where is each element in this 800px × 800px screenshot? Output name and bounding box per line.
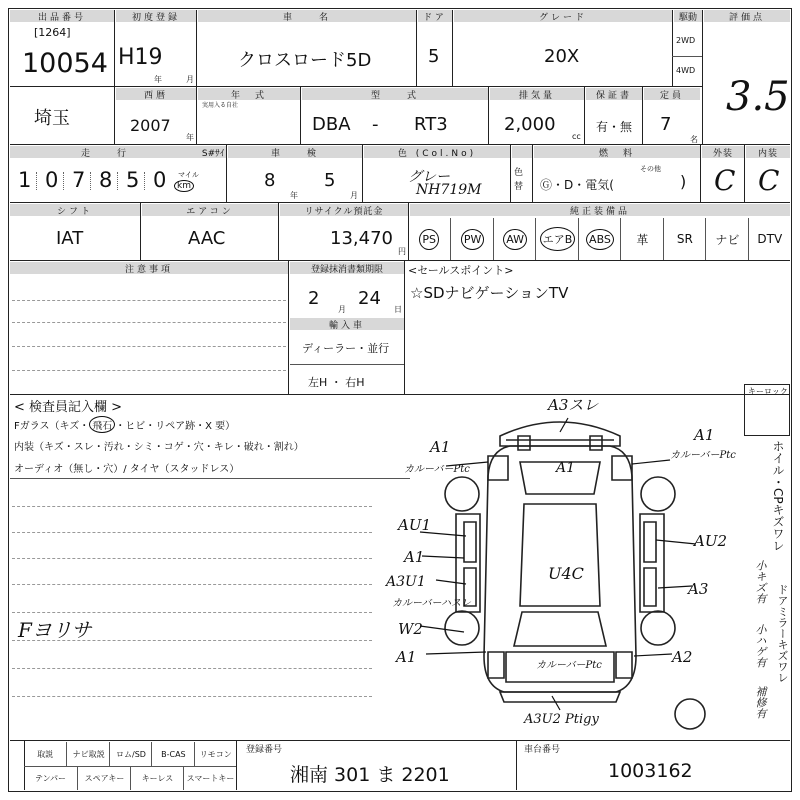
fuel-other: その他 xyxy=(640,165,661,173)
grade-label: グレード xyxy=(454,10,672,22)
caution-label: 注意事項 xyxy=(10,262,288,274)
equipment-cell xyxy=(620,218,663,260)
diagram-mark-u4c: U4C xyxy=(548,564,584,583)
footer-cell: ロム/SD xyxy=(109,742,152,766)
footer-cell: リモコン xyxy=(194,742,237,766)
type-prefix: DBA xyxy=(312,114,351,135)
inspection-month-unit: 月 xyxy=(350,191,358,200)
equip-label: 純正装備品 xyxy=(410,204,790,216)
inspection-year: 8 xyxy=(264,170,276,191)
recolor-label: 色替 xyxy=(514,168,524,192)
first-reg-month-unit: 月 xyxy=(186,75,194,84)
diagram-mark-w2: W2 xyxy=(398,620,423,638)
mileage-digit: 1 xyxy=(18,168,32,192)
score-label: 評価点 xyxy=(704,10,790,22)
fuel-label: 燃 料 xyxy=(534,146,700,158)
diagram-mark-a1-rl: A1 xyxy=(396,648,417,666)
footer-cell: 取説 xyxy=(37,749,54,759)
drive-2wd: 2WD xyxy=(676,36,696,45)
equipment-cell xyxy=(705,218,748,260)
lot-no-sub: [1264] xyxy=(34,26,71,39)
color-label: 色 (Col.No) xyxy=(364,146,510,158)
diagram-mark-au1: AU1 xyxy=(398,516,432,534)
footer-cell: ナビ取説 xyxy=(66,742,109,766)
side-text-5: 補修有 xyxy=(754,686,767,719)
drive-label: 駆動 xyxy=(674,10,702,22)
diagram-mark-a1-fl-sub: カルーバーPtc xyxy=(404,464,470,475)
model-name: クロスロード5D xyxy=(238,50,372,71)
recycle-label: リサイクル預託金 xyxy=(280,204,408,216)
inspection-month: 5 xyxy=(324,170,336,191)
inspection-line1-prefix: Fガラス（キズ・ xyxy=(14,421,90,432)
recycle: 13,470 xyxy=(330,228,393,249)
fuel-options: Ⓖ・D・電気( xyxy=(540,178,614,192)
diagram-mark-a3u1: A3U1 xyxy=(386,574,426,590)
mileage-digit: 0 xyxy=(45,168,59,192)
model-label: 車 名 xyxy=(198,10,416,22)
equipment-list xyxy=(408,218,790,260)
shift-label: シフト xyxy=(10,204,140,216)
first-reg-year-unit: 年 xyxy=(154,75,162,84)
key-label: キーロック xyxy=(748,387,788,396)
deadline-month: 2 xyxy=(308,288,320,309)
equipment-label: PS xyxy=(419,229,439,250)
mileage-label: 走 行 xyxy=(10,146,200,158)
mileage-separator xyxy=(36,172,37,190)
equipment-label: AW xyxy=(503,229,527,250)
lot-no-label: 出品番号 xyxy=(10,10,114,22)
diagram-mark-a3u2: A3U2 Ptigy xyxy=(524,712,599,727)
diagram-mark-a1-fl: A1 xyxy=(430,438,451,456)
diagram-mark-a1-fr-sub: カルーバーPtc xyxy=(670,450,736,461)
grade: 20X xyxy=(544,46,580,67)
diagram-mark-a3sure: A3スレ xyxy=(548,396,599,414)
inspection-line2: 内装（キズ・スレ・汚れ・シミ・コゲ・穴・キレ・破れ・割れ） xyxy=(14,442,304,453)
displacement-label: 排気量 xyxy=(490,88,584,100)
side-text-2: 小キズ有 xyxy=(754,560,767,604)
import-sub: 実用入る自社 xyxy=(202,102,239,109)
chassis-label: 車台番号 xyxy=(524,745,561,755)
footer-cell: スマートキー xyxy=(183,766,237,790)
diagram-mark-a1-l: A1 xyxy=(404,548,425,566)
score: 3.5 xyxy=(726,74,790,120)
side-text-4: ドアミラーキズワレ xyxy=(776,584,789,683)
inspection-line1-suffix: ・ヒビ・リペア跡・X 要） xyxy=(115,421,236,432)
equipment-cell xyxy=(663,218,706,260)
equipment-label: SR xyxy=(676,232,693,246)
diagram-mark-rear-sub: カルーバーPtc xyxy=(536,660,602,671)
equipment-label: エアB xyxy=(540,227,576,251)
diagram-mark-a1-fr: A1 xyxy=(694,426,715,444)
mileage-digit: 5 xyxy=(126,168,140,192)
footer-top-cells xyxy=(24,742,236,766)
mileage-digit: 0 xyxy=(153,168,167,192)
footer-cell: B-CAS xyxy=(151,742,194,766)
equipment-cell xyxy=(493,218,536,260)
handwritten-note: Fヨリサ xyxy=(18,618,92,642)
yen-unit: 円 xyxy=(398,247,406,256)
equipment-cell xyxy=(535,218,578,260)
fuel-close: ) xyxy=(680,172,687,191)
smeter-label: S#ｻｲ xyxy=(200,146,226,158)
inspection-label: 車 検 xyxy=(228,146,362,158)
import-label: 年 式 xyxy=(198,88,300,100)
western-year-unit: 年 xyxy=(186,133,194,142)
inspection-year-unit: 年 xyxy=(290,191,298,200)
equipment-label: 革 xyxy=(636,232,649,247)
type-code: RT3 xyxy=(414,114,448,135)
capacity: 7 xyxy=(660,114,672,135)
capacity-unit: 名 xyxy=(690,135,698,144)
side-text-1: ホイル・CPキズワレ xyxy=(771,440,785,552)
import-car-label: 輸入車 xyxy=(290,318,404,330)
plate-label: 登録番号 xyxy=(246,745,283,755)
inspection-title: < 検査員記入欄 > xyxy=(14,400,123,415)
capacity-label: 定員 xyxy=(644,88,700,100)
diagram-mark-a1-roof: A1 xyxy=(556,460,576,476)
deadline-month-unit: 月 xyxy=(338,305,346,314)
first-reg: H19 xyxy=(118,45,163,70)
lot-no: 10054 xyxy=(22,48,108,79)
inspection-line1-chip: 飛石 xyxy=(89,416,115,433)
equipment-cell xyxy=(450,218,493,260)
exterior: C xyxy=(714,164,736,197)
shift: IAT xyxy=(56,228,84,249)
region: 埼玉 xyxy=(34,108,70,129)
diagram-mark-au2: AU2 xyxy=(694,532,728,550)
doors: 5 xyxy=(428,46,440,67)
drive-4wd: 4WD xyxy=(676,66,696,75)
diagram-mark-a2-rr: A2 xyxy=(672,648,693,666)
footer-cell: スペアキー xyxy=(77,766,131,790)
chassis: 1003162 xyxy=(608,760,693,782)
mileage-separator xyxy=(117,172,118,190)
warranty-label: 保証書 xyxy=(586,88,642,100)
footer-cell: テンパー xyxy=(34,773,67,783)
plate: 湘南 301 ま 2201 xyxy=(290,764,450,786)
interior: C xyxy=(758,164,780,197)
western-year: 2007 xyxy=(130,116,171,135)
equipment-label: ABS xyxy=(586,229,614,250)
first-reg-label: 初度登録 xyxy=(116,10,196,22)
mileage-separator xyxy=(90,172,91,190)
equipment-cell xyxy=(748,218,791,260)
color: グレー xyxy=(408,169,450,185)
deadline-label: 登録抹消書類期限 xyxy=(290,262,404,274)
displacement: 2,000 xyxy=(504,114,556,135)
equipment-label: PW xyxy=(461,229,485,250)
sales-point-label: <セールスポイント> xyxy=(408,264,514,277)
recolor-label-bg xyxy=(512,146,532,158)
equipment-cell xyxy=(408,218,450,260)
inspection-line1 xyxy=(14,416,235,433)
mileage-separator xyxy=(63,172,64,190)
warranty: 有・無 xyxy=(596,120,633,134)
km-label xyxy=(174,180,194,192)
ac-label: エアコン xyxy=(142,204,278,216)
interior-label: 内装 xyxy=(746,146,790,158)
inspection-line3: オーディオ（無し・穴）/ タイヤ（スタッドレス） xyxy=(14,464,240,475)
ac: AAC xyxy=(188,228,226,249)
equipment-cell xyxy=(578,218,621,260)
type-dash: - xyxy=(372,114,379,135)
cc-unit: cc xyxy=(572,132,581,141)
mile-label: マイル xyxy=(178,171,199,179)
sales-point: ☆SDナビゲーションTV xyxy=(410,284,569,302)
import-car-value: ディーラー・並行 xyxy=(302,342,390,355)
deadline-day-unit: 日 xyxy=(394,305,402,314)
equipment-label: DTV xyxy=(757,232,783,246)
km-circle: km xyxy=(174,180,194,192)
mileage-separator xyxy=(144,172,145,190)
footer-cell: キーレス xyxy=(130,766,184,790)
doors-label: ドア xyxy=(418,10,452,22)
mileage-digits xyxy=(14,168,174,194)
deadline-day: 24 xyxy=(358,288,381,309)
exterior-label: 外装 xyxy=(702,146,744,158)
mileage-digit: 8 xyxy=(99,168,113,192)
diagram-mark-a3-r: A3 xyxy=(688,580,709,598)
footer-bottom-cells xyxy=(24,766,236,790)
handle-value: 左H ・ 右H xyxy=(308,376,365,389)
equipment-label: ナビ xyxy=(715,232,740,247)
diagram-mark-a3u1-sub: カルーバーハスレ xyxy=(392,598,471,609)
color-code: NH719M xyxy=(416,182,482,198)
type-label: 型 式 xyxy=(302,88,488,100)
side-text-3: 小ハゲ有 xyxy=(754,624,767,668)
mileage-digit: 7 xyxy=(72,168,86,192)
western-label: 西暦 xyxy=(116,88,196,100)
